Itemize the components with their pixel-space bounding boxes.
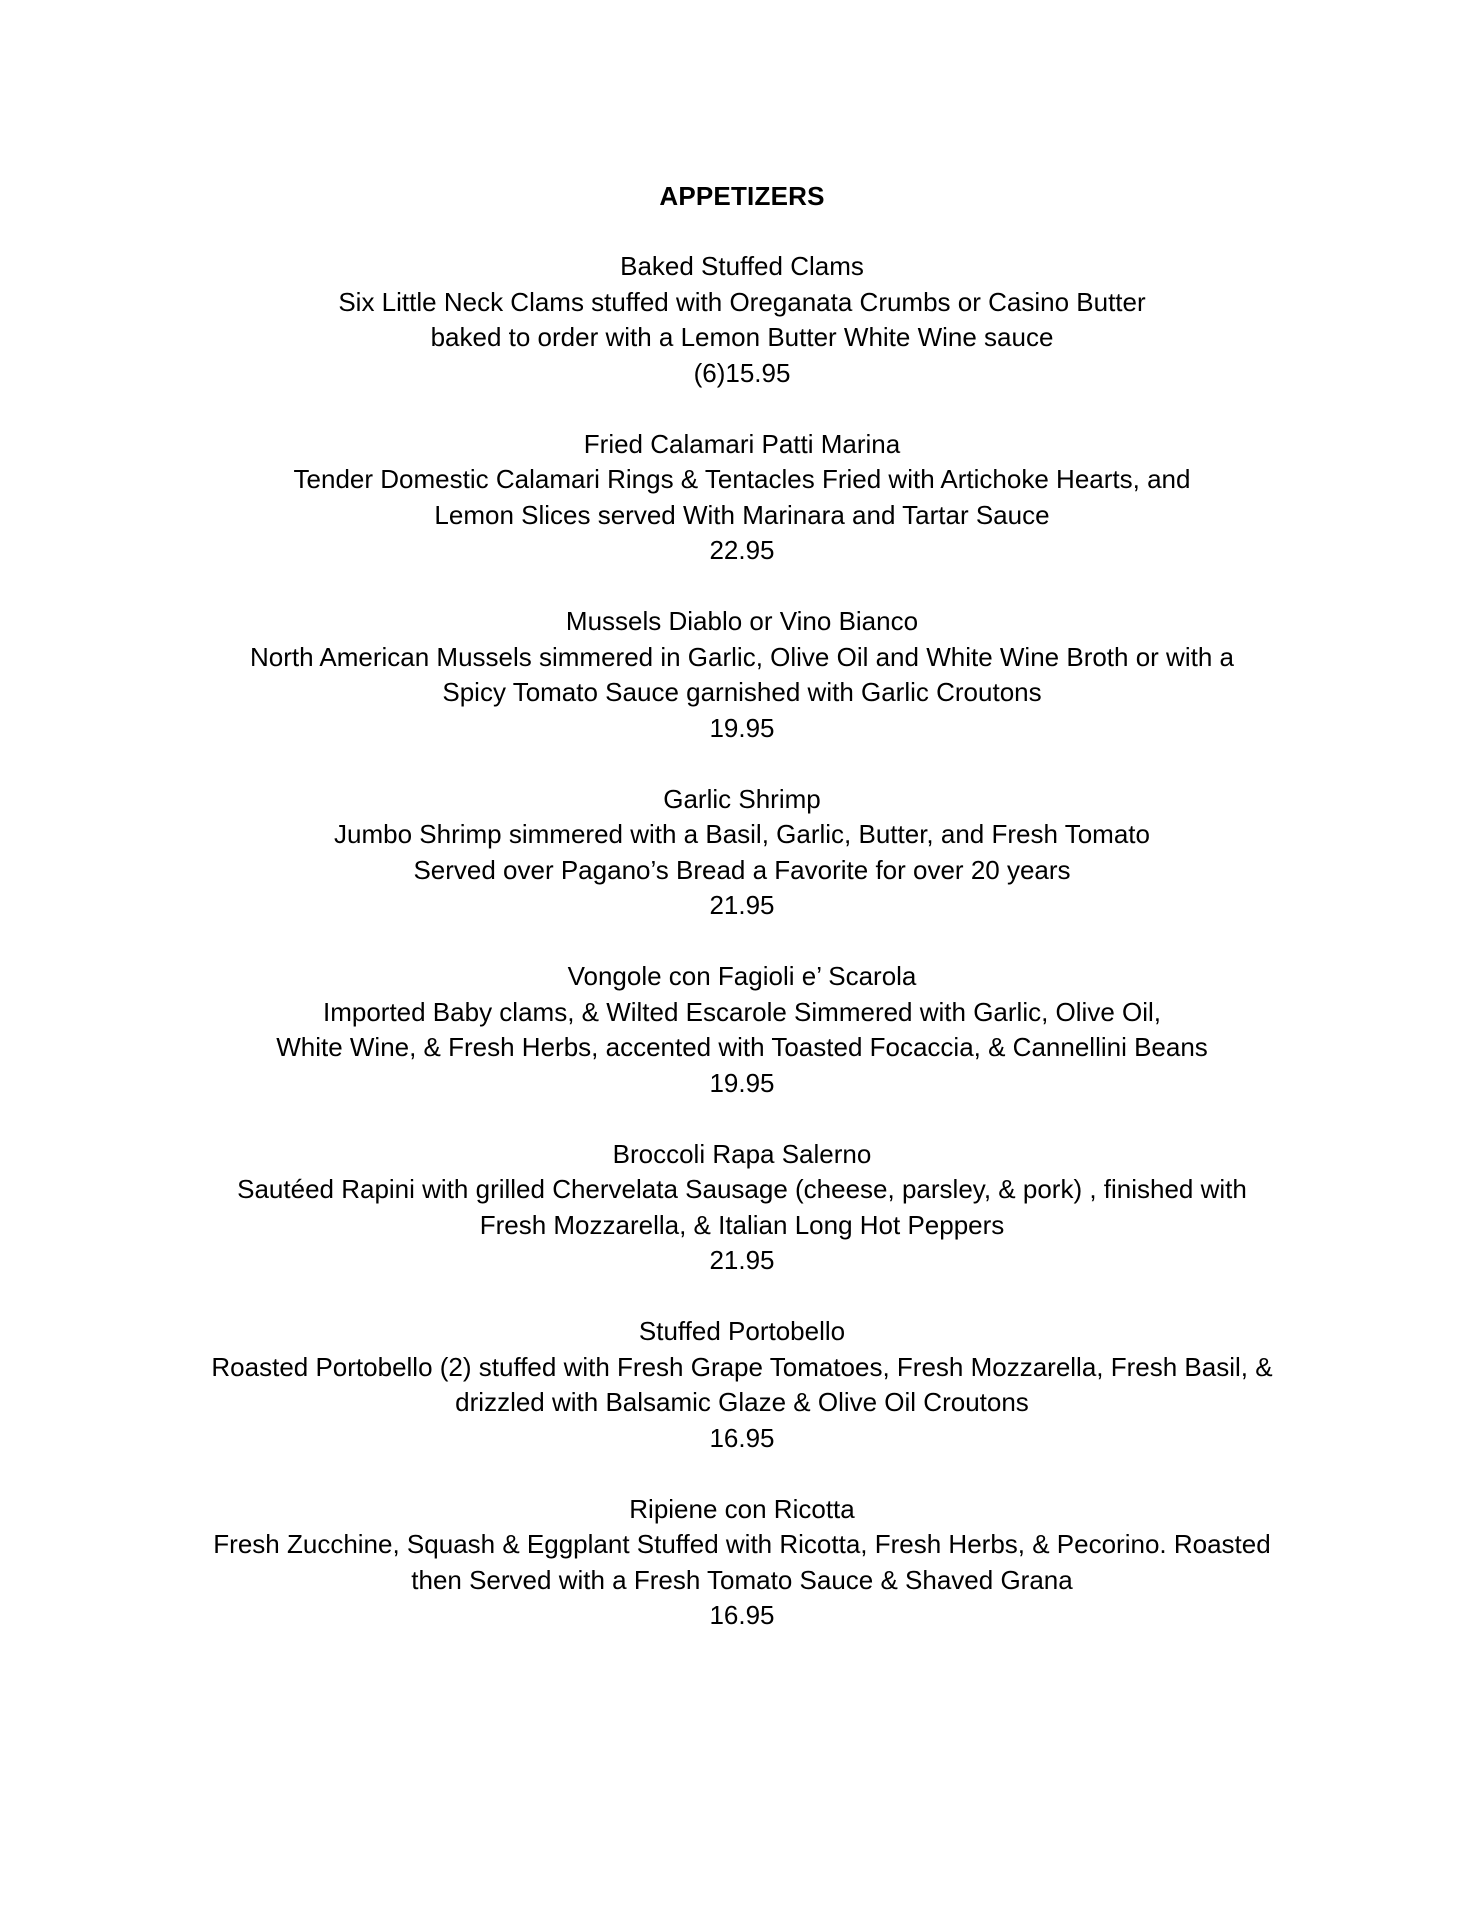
item-description-line: Roasted Portobello (2) stuffed with Fresh Grape Tomatoes, Fresh Mozzarella, Fresh Basil, & <box>211 1351 1273 1382</box>
menu-item <box>0 1137 1484 1279</box>
menu-item <box>0 604 1484 746</box>
item-description-line: Served over Pagano’s Bread a Favorite for over 20 years <box>413 854 1071 885</box>
item-name: Fried Calamari Patti Marina <box>583 428 901 459</box>
menu-item <box>0 427 1484 569</box>
menu-item <box>0 959 1484 1101</box>
item-description-line: North American Mussels simmered in Garlic, Olive Oil and White Wine Broth or with a <box>250 641 1234 672</box>
menu-items-list <box>0 249 1484 1669</box>
item-description-line: then Served with a Fresh Tomato Sauce & Shaved Grana <box>411 1564 1073 1595</box>
item-description-line: Tender Domestic Calamari Rings & Tentacles Fried with Artichoke Hearts, and <box>293 464 1191 494</box>
item-price: 19.95 <box>709 1067 775 1098</box>
item-price: 19.95 <box>709 712 775 743</box>
item-description-line: Six Little Neck Clams stuffed with Oreganata Crumbs or Casino Butter <box>338 286 1146 317</box>
item-description-line: Lemon Slices served With Marinara and Tartar Sauce <box>434 499 1050 530</box>
item-price: 21.95 <box>709 890 775 920</box>
item-description-line: drizzled with Balsamic Glaze & Olive Oil Croutons <box>455 1387 1029 1417</box>
item-name: Broccoli Rapa Salerno <box>612 1138 872 1169</box>
item-price: 22.95 <box>709 535 775 565</box>
item-price: 16.95 <box>709 1600 775 1630</box>
item-name: Stuffed Portobello <box>638 1316 846 1346</box>
menu-item <box>0 1314 1484 1456</box>
item-price: (6)15.95 <box>693 357 791 388</box>
item-name: Garlic Shrimp <box>663 783 821 814</box>
menu-item <box>0 1492 1484 1634</box>
item-name: Vongole con Fagioli e’ Scarola <box>567 961 917 991</box>
menu-item <box>0 249 1484 391</box>
item-description-line: Fresh Mozzarella, & Italian Long Hot Peppers <box>479 1209 1005 1240</box>
item-price: 16.95 <box>709 1422 775 1453</box>
item-name: Ripiene con Ricotta <box>629 1493 855 1524</box>
item-description-line: Spicy Tomato Sauce garnished with Garlic Croutons <box>442 677 1042 707</box>
item-description-line: Fresh Zucchine, Squash & Eggplant Stuffed with Ricotta, Fresh Herbs, & Pecorino. Roasted <box>213 1529 1271 1559</box>
menu-item <box>0 782 1484 924</box>
item-description-line: Sautéed Rapini with grilled Chervelata Sausage (cheese, parsley, & pork) , finished with <box>237 1174 1247 1204</box>
item-name: Baked Stuffed Clams <box>620 251 864 281</box>
section-title: APPETIZERS <box>659 181 825 211</box>
item-description-line: Jumbo Shrimp simmered with a Basil, Garlic, Butter, and Fresh Tomato <box>334 819 1150 849</box>
item-price: 21.95 <box>709 1245 775 1275</box>
item-description-line: Imported Baby clams, & Wilted Escarole Simmered with Garlic, Olive Oil, <box>322 996 1162 1027</box>
item-description-line: baked to order with a Lemon Butter White Wine sauce <box>430 322 1054 352</box>
item-description-line: White Wine, & Fresh Herbs, accented with Toasted Focaccia, & Cannellini Beans <box>276 1032 1208 1062</box>
item-name: Mussels Diablo or Vino Bianco <box>565 606 919 636</box>
